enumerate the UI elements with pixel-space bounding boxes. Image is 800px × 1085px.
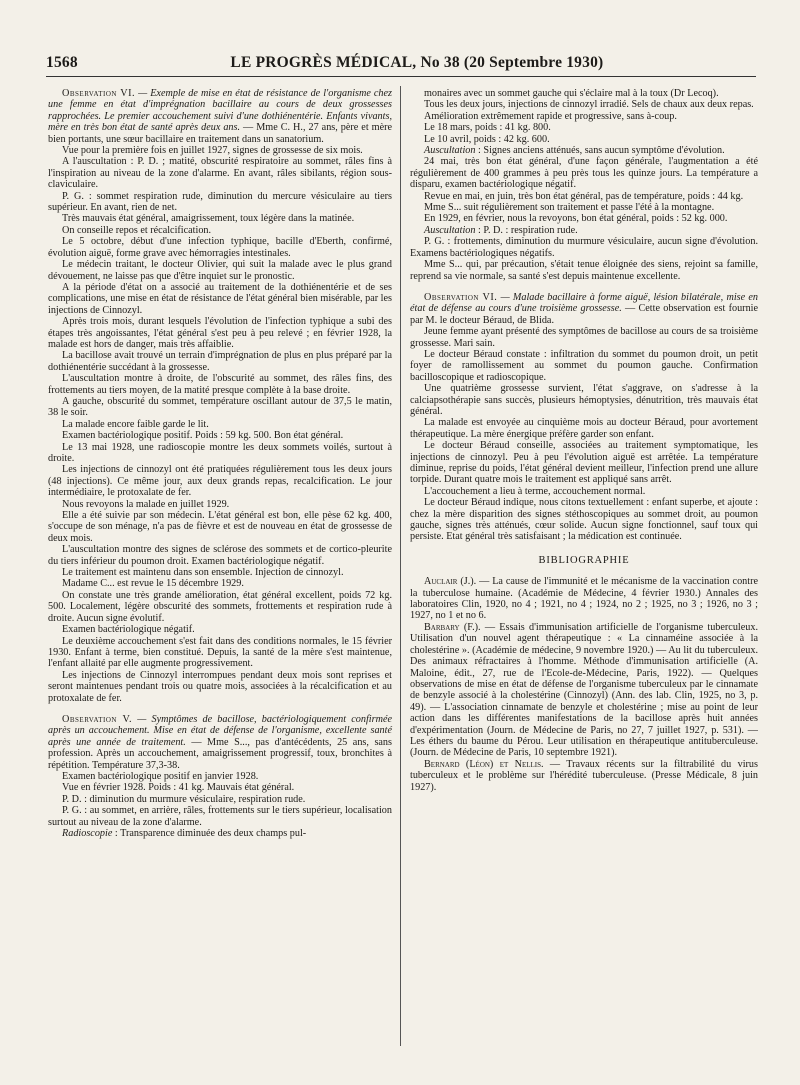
paragraph: Examen bactériologique positif. Poids : 59 kg. 500. Bon état général. [62,430,344,442]
right-paragraphs-d [410,326,758,543]
paragraph: A l'auscultation : P. D. ; matité, obscurité respiratoire au sommet, râles fins à l'inspiration au niveau de la zone d'alarme. En avant, râles sibilants, région sous-claviculaire. [48,156,392,191]
bibliography-text: — Travaux récents sur la filtrabilité du virus tuberculeux et le problème sur l'hérédité tuberculeuse. (Presse Médicale, 8 juin 1927). [410,758,758,793]
page-number: 1568 [46,54,78,71]
right-paragraphs [410,88,758,145]
paragraph: Examen bactériologique positif en janvier 1928. [62,770,259,782]
left-column [48,88,392,839]
left-paragraphs [48,145,392,704]
bibliography-title: BIBLIOGRAPHIE [538,554,630,566]
paragraph: L'auscultation montre des signes de sclérose des sommets et de cortico-pleurite du tiers inférieur du poumon droit. Examen bactériologique négatif. [48,544,392,567]
observation-vi-b-heading: Observation VI. — Malade bacillaire à forme aiguë, lésion bilatérale, mise en état de défense au cours d'une troisième grossesse. — Cette observation est fournie par M. le docteur Béraud, de Blida. [410,291,759,326]
paragraph: Le traitement est maintenu dans son ensemble. Injection de cinnozyl. [62,567,344,579]
header-rule [46,76,756,77]
paragraph: Le docteur Béraud constate : infiltration du sommet du poumon droit, un petit foyer de ramollissement au sommet du poumon gauche. Confirmation bacilloscopique et radioscopique. [410,348,758,383]
paragraph: Revue en mai, en juin, très bon état général, pas de température, poids : 44 kg. [424,190,744,202]
paragraph: Les injections de cinnozyl ont été pratiquées régulièrement tous les deux jours (48 injections). Ce même jour, aux deux grands repas, recalcification. Le jour intermédiaire, le protoxalate de fer. [48,464,392,499]
paragraph: Le médecin traitant, le docteur Olivier, qui suit la malade avec le plus grand dévouement, ne laisse pas que d'être inquiet sur le pronostic. [48,259,392,282]
paragraph: A gauche, obscurité du sommet, température oscillant autour de 37,5 le matin, 38 le soir. [48,395,392,419]
auscultation-paragraph: Auscultation : Signes anciens atténués, sans aucun symptôme d'évolution. [424,145,725,157]
paragraph: P. G. : frottements, diminution du murmure vésiculaire, aucun signe d'évolution. Examens bactériologiques négatifs. [410,236,758,259]
paragraph: Le docteur Béraud indique, nous citons textuellement : enfant superbe, et ajoute : chez la mère disparition des signes stéthoscopiques au sommet droit, au poumon gauche, signes très atténués, cœur solide. Aucun signe fonctionnel, sauf toux qui persiste. Etat général très satisfaisant ; la médication est continuée. [410,497,758,543]
bibliography-author: Barbary (F.). [424,621,481,633]
column-divider [400,86,401,1046]
journal-title: LE PROGRÈS MÉDICAL, No 38 (20 Septembre 1930) [230,54,604,71]
paragraph: Les injections de Cinnozyl interrompues pendant deux mois sont reprises et seront maintenues pendant trois ou quatre mois, associées à la récalcification et au protoxalate de fer. [48,669,392,704]
paragraph: Mme S... qui, par précaution, s'était tenue éloignée des siens, rejoint sa famille, reprend sa vie normale, sa santé s'est depuis maintenue excellente. [410,259,758,282]
paragraph: Vue pour la première fois en juillet 1927, signes de grossesse de six mois. [62,145,363,157]
paragraph: A la période d'état on a associé au traitement de la dothiénentérie et de ses complications, une mise en état de résistance de l'état général bien misérable, par les injections de Cinnozyl. [48,281,392,316]
paragraph: Jeune femme ayant présenté des symptômes de bacillose au cours de sa troisième grossesse. Mari sain. [410,326,758,349]
paragraph: 24 mai, très bon état général, d'une façon générale, l'augmentation a été régulièrement de 400 grammes à peu près tous les quinze jours. La température a disparu, examen bactériologique négatif. [410,156,758,191]
page-header [46,54,756,72]
bibliography-entry [410,576,758,622]
radioscopie-paragraph: Radioscopie : Transparence diminuée des deux champs pul- [62,828,307,839]
paragraph: Une quatrième grossesse survient, l'état s'aggrave, on s'adresse à la calciapsothérapie sans succès, plusieurs hémoptysies, dénutrition, très mauvais état général. [410,383,758,417]
bibliography-list [410,576,758,793]
paragraph: L'auscultation montre à droite, de l'obscurité au sommet, des râles fins, des frottements au tiers moyen, de la matité presque complète à la base droite. [48,373,392,396]
left-paragraphs-2 [48,771,392,828]
paragraph: Madame C... est revue le 15 décembre 1929. [62,578,244,590]
bibliography-author: Auclair (J.). [424,576,477,588]
paragraph: L'accouchement a lieu à terme, accouchement normal. [424,485,646,497]
bibliography-entry [410,759,758,793]
paragraph: Nous revoyons la malade en juillet 1929. [62,498,230,510]
auscultation-paragraph-2: Auscultation : P. D. : respiration rude. [424,224,578,236]
right-column [410,88,758,793]
paragraph: Vue en février 1928. Poids : 41 kg. Mauvais état général. [62,782,295,794]
paragraph: Le 10 avril, poids : 42 kg. 600. [424,133,550,145]
bibliography-text: — Essais d'immunisation artificielle de l'organisme tuberculeux. Utilisation d'un nouvel agent thérapeutique : « La cinnaméine associée à la cholestérine ». (Académie de médecine, 9 novembre 1920.) — Au lit du tuberculeux. Des animaux réfractaires à l'homme. Méthode d'immunisation artificielle (A. Maloine, édit., 27, rue de l'Ecole-de-Médecine, Paris, 1922). — Quelques observations de mise en état de défense de l'organisme tuberculeux par le cinnamate de benzyle associé à la cholestérine (Cinnozyl) (Ann. des lab. Clin, 1925, no 3, p. 49). — L'association cinnamate de benzyle et cholestérine ; mise au point de leur action dans les différentes manifestations de la bacillose après huit années d'expérimentation (Journ. de Médecine de Paris, no 27, 7 juillet 1927, p. 531). — Les éthers du baume du Pérou. Leur utilisation en thérapeutique antituberculeuse. (Journ. de Médecine de Paris, 10 septembre 1921). [410,621,759,759]
paragraph: Après trois mois, durant lesquels l'évolution de l'infection typhique a subi des étapes très angoissantes, l'état général s'est peu à peu relevé ; en février 1928, la malade est hors de danger, mais très affaiblie. [48,316,392,350]
paragraph: P. G. : sommet respiration rude, diminution du mercure vésiculaire au tiers supérieur. En avant, rien de net. [48,190,392,214]
paragraph: Elle a été suivie par son médecin. L'état général est bon, elle pèse 62 kg. 400, s'occupe de son ménage, n'a pas de fièvre et est de nouveau en état de grossesse de deux mois. [48,510,392,544]
paragraph: Tous les deux jours, injections de cinnozyl irradié. Sels de chaux aux deux repas. [424,99,754,111]
paragraph: La bacillose avait trouvé un terrain d'imprégnation de plus en plus préparé par la dothiénentérie succédant à la grossesse. [48,350,392,373]
paragraph: Le docteur Béraud conseille, associées au traitement symptomatique, les injections de cinnozyl. Peu à peu l'évolution aiguë est arrêtée. La température diminue, reprise du poids, l'état général devient meilleur, l'infection prend une allure torpide. Durant quatre mois le traitement est appliqué sans arrêt. [410,440,758,486]
observation-v-heading: Observation V. — Symptômes de bacillose, bactériologiquement confirmée après un accouchement. Mise en état de défense de l'organisme, excellente santé après une année de traitement. — Mme S..., pas d'antécédents, 25 ans, sans profession. Après un accouchement, amaigrissement progressif, toux, bronchites à répétition. Température 37,3-38. [48,713,393,771]
paragraph: Très mauvais état général, amaigrissement, toux légère dans la matinée. [62,213,355,225]
paragraph: On conseille repos et récalcification. [62,224,212,236]
paragraph: Amélioration extrêmement rapide et progressive, sans à-coup. [424,110,677,122]
paragraph: La malade est envoyée au cinquième mois au docteur Béraud, pour avortement thérapeutique. La mère énergique préfère garder son enfant. [410,417,758,440]
observation-vi-heading: Observation VI. — Exemple de mise en état de résistance de l'organisme chez une femme en état d'imprégnation bacillaire au cours de deux grossesses rapprochées. Le premier accouchement suivi d'une dothiénentérie. Enfants vivants, mère en très bon état de santé après deux ans. — Mme C. H., 27 ans, père et mère bien portants, une sœur bacillaire en traitement dans un sanatorium. [48,88,393,145]
paragraph: Mme S... suit régulièrement son traitement et passe l'été à la montagne. [424,202,715,214]
bibliography-author: Bernard (Léon) et Nellis. [424,758,544,770]
paragraph: Le 18 mars, poids : 41 kg. 800. [424,122,551,134]
paragraph: Le 5 octobre, début d'une infection typhique, bacille d'Eberth, confirmé, évolution aiguë, forme grave avec hémorragies intestinales. [48,236,392,259]
right-paragraphs-c [410,236,758,282]
paragraph: Examen bactériologique négatif. [62,624,195,636]
paragraph: P. G. : au sommet, en arrière, râles, frottements sur le tiers supérieur, localisation surtout au niveau de la zone d'alarme. [48,805,392,828]
paragraph: Le 13 mai 1928, une radioscopie montre les deux sommets voilés, surtout à droite. [48,441,392,464]
bibliography-text: — La cause de l'immunité et le mécanisme de la vaccination contre la tuberculose humaine. (Académie de Médecine, 4 février 1930.) Annales des laboratoires Clin, 1920, no 4 ; 1921, no 4 ; 1924, no 2 ; 1925, no 3 ; 1926, no 3 ; 1927, no 1 et no 6. [410,576,758,622]
paragraph: En 1929, en février, nous la revoyons, bon état général, poids : 52 kg. 000. [424,213,728,225]
paragraph: P. D. : diminution du murmure vésiculaire, respiration rude. [62,793,306,805]
paragraph: Le deuxième accouchement s'est fait dans des conditions normales, le 15 février 1930. Enfant à terme, bien constitué. Depuis, la santé de la mère s'est maintenue, l'enfant allaité par elle augmente progressivement. [48,635,392,670]
paragraph: La malade encore faible garde le lit. [62,418,209,430]
bibliography-entry [410,622,758,759]
paragraph: On constate une très grande amélioration, état général excellent, poids 72 kg. 500. Localement, légère obscurité des sommets, frottements et respiration rude à droite. Aucun signe évolutif. [48,589,392,624]
paragraph: monaires avec un sommet gauche qui s'éclaire mal à la toux (Dr Lecoq). [424,88,719,99]
right-paragraphs-b [410,156,758,224]
